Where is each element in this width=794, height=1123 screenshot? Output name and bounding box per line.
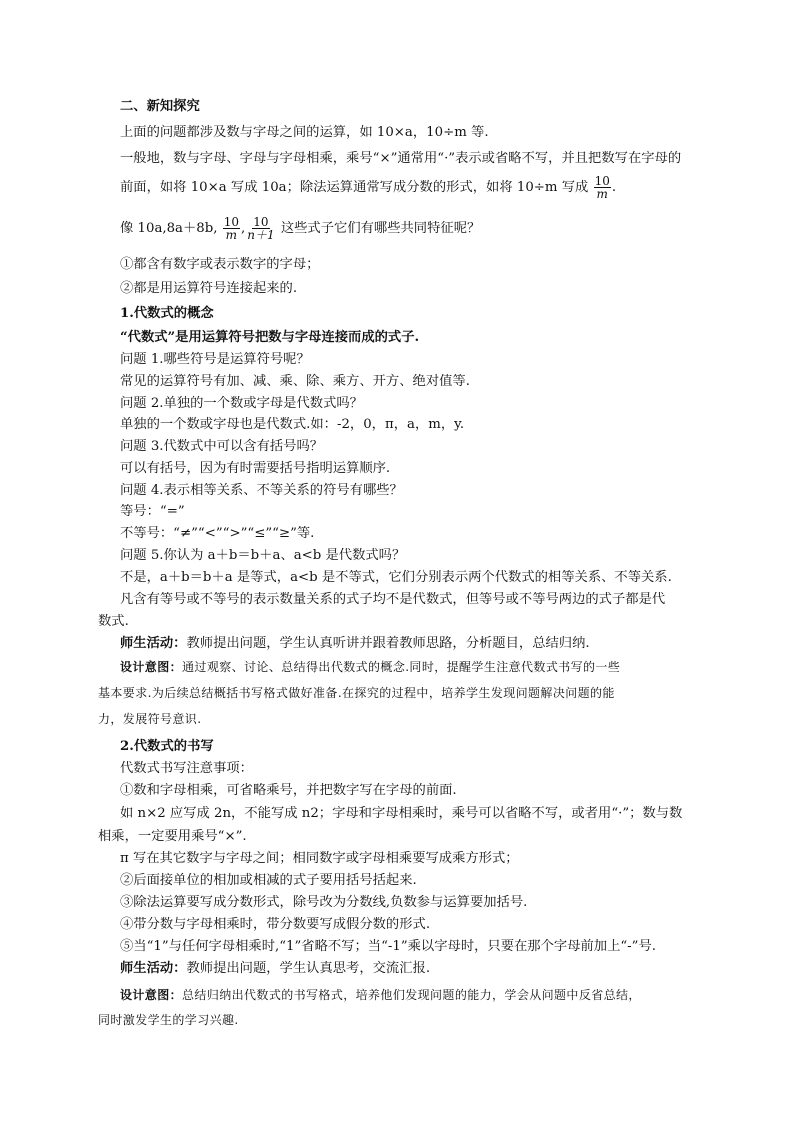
examples-suffix: 这些式子它们有哪些共同特征呢？ bbox=[276, 221, 481, 236]
paragraph-examples bbox=[120, 216, 480, 241]
activity-text: 教师提出问题，学生认真听讲并跟着教师思路，分析题目，总结归纳. bbox=[186, 636, 590, 651]
writing-rule-3: ③除法运算要写成分数形式，除号改为分数线,负数参与运算要加括号. bbox=[120, 895, 528, 910]
writing-rule-1: ①数和字母相乘，可省略乘号，并把数字写在字母的前面. bbox=[120, 783, 457, 798]
writing-rule-5: ⑤当“1”与任何字母相乘时,“1”省略不写；当“-1”乘以字母时，只要在那个字母前加上“-”号. bbox=[120, 939, 656, 954]
fraction-denominator: m bbox=[596, 187, 608, 201]
activity-label: 师生活动： bbox=[120, 961, 187, 976]
period: . bbox=[611, 180, 617, 195]
answer-2: 单独的一个数或字母也是代数式.如：-2，0，π，a，m，y. bbox=[120, 417, 465, 432]
design-intent-1-line3: 力，发展符号意识. bbox=[98, 712, 202, 726]
fraction-10-over-n-plus-1 bbox=[246, 216, 275, 241]
question-2: 问题 2.单独的一个数或字母是代数式吗？ bbox=[120, 396, 363, 411]
writing-rule-2: ②后面接单位的相加或相减的式子要用括号括起来. bbox=[120, 873, 417, 888]
note-line2: 数式. bbox=[98, 614, 129, 629]
fraction-denominator: m bbox=[225, 228, 238, 242]
writing-rule-4: ④带分数与字母相乘时，带分数要写成假分数的形式. bbox=[120, 917, 431, 932]
question-3: 问题 3.代数式中可以含有括号吗？ bbox=[120, 439, 324, 454]
design-intent-2-line1 bbox=[120, 986, 641, 1004]
writing-rule-1-example-line1: 如 n×2 应写成 2n，不能写成 n2；字母和字母相乘时，乘号可以省略不写，或者用“·”；数与数 bbox=[120, 806, 683, 821]
paragraph-rule-line2 bbox=[120, 175, 616, 200]
answer-1: 常见的运算符号有加、减、乘、除、乘方、开方、绝对值等. bbox=[120, 374, 470, 389]
question-4: 问题 4.表示相等关系、不等关系的符号有哪些？ bbox=[120, 483, 403, 498]
note-line1: 凡含有等号或不等号的表示数量关系的式子均不是代数式，但等号或不等号两边的式子都是代 bbox=[120, 592, 666, 607]
paragraph-intro: 上面的问题都涉及数与字母之间的运算，如 10×a，10÷m 等. bbox=[120, 125, 489, 140]
writing-rule-pi: π 写在其它数字与字母之间；相同数字或字母相乘要写成乘方形式； bbox=[120, 851, 519, 866]
design-intent-1-line2: 基本要求.为后续总结概括书写格式做好准备.在探究的过程中，培养学生发现问题解决问题的能 bbox=[98, 686, 615, 700]
intent-label: 设计意图： bbox=[120, 988, 183, 1002]
fraction-10-over-m bbox=[594, 175, 611, 200]
question-1: 问题 1.哪些符号是运算符号呢？ bbox=[120, 352, 310, 367]
fraction-numerator: 10 bbox=[223, 215, 239, 229]
fraction-denominator: n＋1 bbox=[247, 228, 275, 242]
subsection-title-2: 2.代数式的书写 bbox=[120, 739, 214, 754]
question-5: 问题 5.你认为 a＋b＝b＋a、a<b 是代数式吗？ bbox=[120, 548, 406, 563]
examples-prefix: 像 10a,8a＋8b, bbox=[120, 221, 218, 236]
writing-rule-1-example-line2: 相乘，一定要用乘号“×”. bbox=[98, 829, 247, 844]
definition: “代数式”是用运算符号把数与字母连接而成的式子. bbox=[120, 330, 420, 345]
feature-item-1: ①都含有数字或表示数字的字母； bbox=[120, 257, 320, 272]
activity-label: 师生活动： bbox=[120, 636, 187, 651]
paragraph-rule-line1: 一般地，数与字母、字母与字母相乘，乘号“×”通常用“·”表示或省略不写，并且把数写在字母的 bbox=[120, 151, 682, 166]
teacher-student-activity-2 bbox=[120, 960, 430, 978]
subsection-title-1: 1.代数式的概念 bbox=[120, 306, 214, 321]
fraction-10-over-m bbox=[223, 216, 240, 241]
feature-item-2: ②都是用运算符号连接起来的. bbox=[120, 281, 298, 296]
answer-4-equals: 等号：“=” bbox=[120, 504, 185, 519]
intent-label: 设计意图： bbox=[120, 660, 183, 674]
intent-text: 通过观察、讨论、总结得出代数式的概念.同时，提醒学生注意代数式书写的一些 bbox=[182, 660, 621, 674]
answer-5: 不是，a＋b＝b＋a 是等式，a<b 是不等式，它们分别表示两个代数式的相等关系、不等关系. bbox=[120, 570, 672, 585]
answer-3: 可以有括号，因为有时需要括号指明运算顺序. bbox=[120, 461, 391, 476]
answer-4-inequalities: 不等号：“≠”“<”“>”“≤”“≥”等. bbox=[120, 526, 315, 541]
design-intent-1-line1 bbox=[120, 658, 620, 676]
paragraph-rule-line2-text: 前面，如将 10×a 写成 10a；除法运算通常写成分数的形式，如将 10÷m 写成 bbox=[120, 180, 589, 195]
section-heading: 二、新知探究 bbox=[120, 99, 200, 114]
fraction-numerator: 10 bbox=[253, 215, 269, 229]
activity-text: 教师提出问题，学生认真思考，交流汇报. bbox=[186, 961, 431, 976]
teacher-student-activity-1 bbox=[120, 635, 590, 653]
writing-rules-intro: 代数式书写注意事项： bbox=[120, 761, 253, 776]
comma: , bbox=[241, 221, 246, 236]
fraction-numerator: 10 bbox=[594, 174, 610, 188]
intent-text: 总结归纳出代数式的书写格式，培养他们发现问题的能力，学会从问题中反省总结， bbox=[182, 988, 641, 1002]
design-intent-2-line2: 同时激发学生的学习兴趣. bbox=[98, 1013, 239, 1027]
